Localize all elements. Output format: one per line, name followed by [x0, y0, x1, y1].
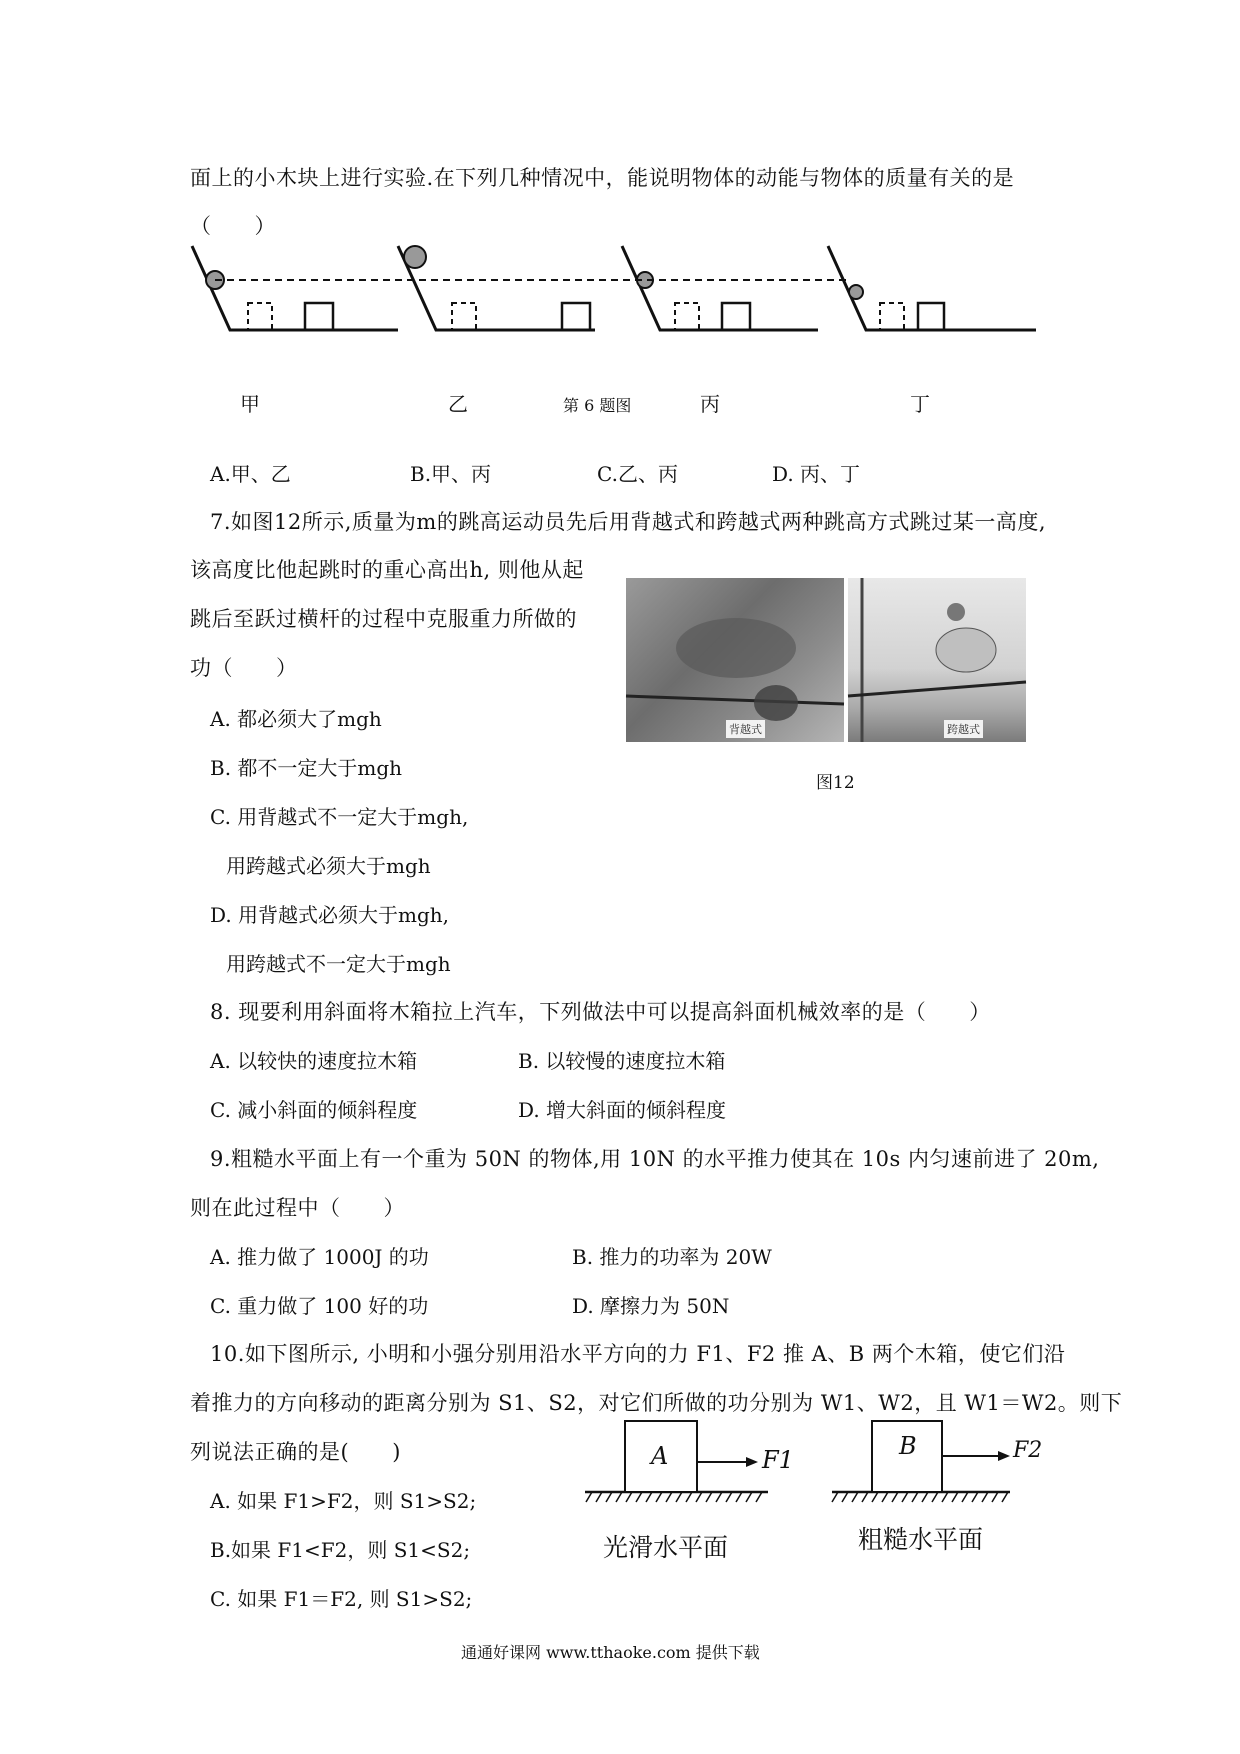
q8-option-c: C. 减小斜面的倾斜程度 — [210, 1098, 418, 1122]
q8-option-a: A. 以较快的速度拉木箱 — [210, 1049, 418, 1073]
q6-stem-tail: 面上的小木块上进行实验.在下列几种情况中，能说明物体的动能与物体的质量有关的是 — [190, 166, 1015, 190]
q7-line-4: 功（ ） — [190, 656, 298, 680]
q7-option-c-line-2: 用跨越式必须大于mgh — [226, 854, 431, 878]
q6-option-d: D. 丙、丁 — [772, 462, 861, 486]
q9-option-b: B. 推力的功率为 20W — [572, 1245, 772, 1269]
q7-photo-label-1: 背越式 — [726, 720, 765, 738]
q7-option-d-line-1: D. 用背越式必须大于mgh, — [210, 903, 450, 927]
q10-box-a-label: A — [651, 1442, 669, 1470]
q10-line-1: 10.如下图所示, 小明和小强分别用沿水平方向的力 F1、F2 推 A、B 两个木箱，使它们沿 — [210, 1342, 1066, 1366]
q6-option-b: B.甲、丙 — [410, 462, 492, 486]
q6-option-a: A.甲、乙 — [210, 462, 291, 486]
q7-line-1: 7.如图12所示,质量为m的跳高运动员先后用背越式和跨越式两种跳高方式跳过某一高度, — [210, 510, 1047, 534]
q9-line-1: 9.粗糙水平面上有一个重为 50N 的物体,用 10N 的水平推力使其在 10s 内匀速前进了 20m, — [210, 1147, 1100, 1171]
q7-option-d-line-2: 用跨越式不一定大于mgh — [226, 952, 451, 976]
q10-rough-surface — [832, 1492, 1010, 1502]
q7-line-3: 跳后至跃过横杆的过程中克服重力所做的 — [190, 607, 577, 631]
q8-option-b: B. 以较慢的速度拉木箱 — [518, 1049, 726, 1073]
q10-force-1-label: F1 — [762, 1446, 794, 1474]
q9-option-a: A. 推力做了 1000J 的功 — [210, 1245, 429, 1269]
q8-option-d: D. 增大斜面的倾斜程度 — [518, 1098, 727, 1122]
q9-option-d: D. 摩擦力为 50N — [572, 1294, 730, 1318]
q10-force-2-label: F2 — [1013, 1438, 1043, 1463]
q6-panel-label-1: 甲 — [240, 392, 260, 416]
q10-smooth-surface-label: 光滑水平面 — [603, 1533, 729, 1562]
q7-photo-label-2: 跨越式 — [944, 720, 983, 738]
q6-panel-label-4: 丁 — [910, 392, 930, 416]
q6-panel-label-2: 乙 — [448, 392, 468, 416]
q8-stem: 8. 现要利用斜面将木箱拉上汽车，下列做法中可以提高斜面机械效率的是（ ） — [210, 1000, 991, 1024]
q7-line-2: 该高度比他起跳时的重心高出h, 则他从起 — [190, 558, 584, 582]
q10-smooth-surface — [585, 1492, 768, 1502]
page-footer: 通通好课网 www.tthaoke.com 提供下载 — [461, 1643, 760, 1662]
q6-figure-caption: 第 6 题图 — [563, 396, 632, 415]
q9-option-c: C. 重力做了 100 好的功 — [210, 1294, 429, 1318]
q7-option-b: B. 都不一定大于mgh — [210, 756, 403, 780]
q6-panel-label-3: 丙 — [700, 392, 720, 416]
q10-option-a: A. 如果 F1>F2，则 S1>S2; — [210, 1489, 477, 1513]
q10-option-c: C. 如果 F1＝F2, 则 S1>S2; — [210, 1587, 473, 1611]
q7-option-a: A. 都必须大了mgh — [210, 707, 382, 731]
q10-line-2: 着推力的方向移动的距离分别为 S1、S2，对它们所做的功分别为 W1、W2，且 W1＝W2。则下 — [190, 1391, 1123, 1415]
q6-option-c: C.乙、丙 — [597, 462, 678, 486]
q7-option-c-line-1: C. 用背越式不一定大于mgh, — [210, 805, 469, 829]
q10-box-b-label: B — [899, 1432, 917, 1460]
q10-line-3: 列说法正确的是( ) — [190, 1440, 401, 1464]
q10-rough-surface-label: 粗糙水平面 — [858, 1525, 984, 1554]
q7-figure-caption: 图12 — [816, 773, 855, 793]
q6-answer-paren: （ ） — [190, 214, 276, 238]
q10-option-b: B.如果 F1<F2，则 S1<S2; — [210, 1538, 471, 1562]
q9-line-2: 则在此过程中（ ） — [190, 1196, 405, 1220]
